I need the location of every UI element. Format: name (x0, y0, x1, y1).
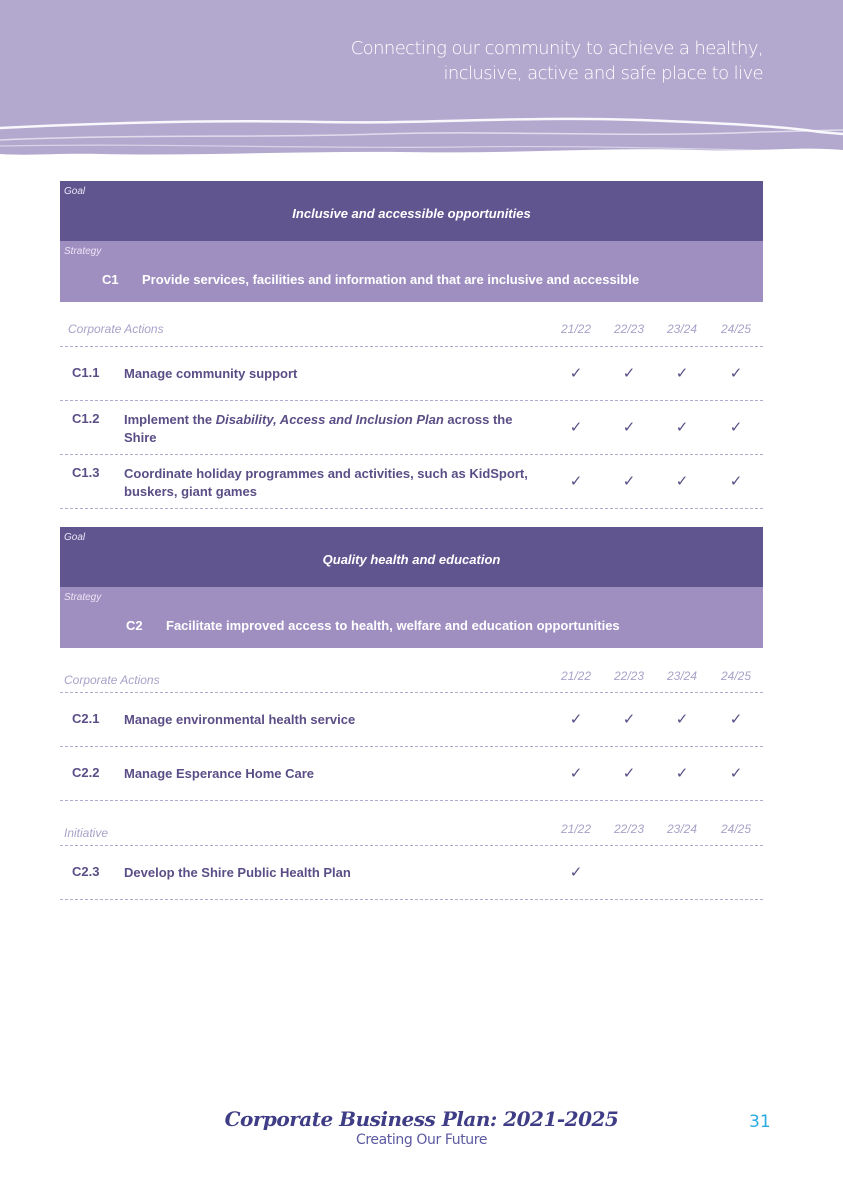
check-icon: ✓ (729, 364, 743, 382)
footer-subtitle: Creating Our Future (355, 1132, 488, 1148)
action-code: C1.3 (72, 465, 100, 480)
check-icon: ✓ (622, 472, 636, 490)
check-icon: ✓ (569, 472, 583, 490)
action-row-c1-3 (60, 455, 763, 509)
strategy-description: Facilitate improved access to health, welfare and education opportunities (166, 618, 620, 633)
strategy-description: Provide services, facilities and information and that are inclusive and accessible (142, 272, 640, 287)
action-description: Develop the Shire Public Health Plan (124, 865, 351, 880)
action-code: C2.3 (72, 864, 100, 879)
strategy-text (126, 618, 620, 633)
check-icon: ✓ (622, 364, 636, 382)
year-header: 23/24 (666, 669, 698, 683)
strategy-bar (60, 241, 763, 302)
goal-title: Quality health and education (322, 552, 501, 567)
strategy-text (102, 272, 639, 287)
goal-bar (60, 527, 763, 587)
tagline-line-2: inclusive, active and safe place to live (443, 63, 763, 84)
check-icon: ✓ (569, 710, 583, 728)
action-row-c2-1 (60, 693, 763, 747)
year-header: 22/23 (613, 669, 645, 683)
year-header: 22/23 (613, 322, 645, 336)
check-icon: ✓ (729, 418, 743, 436)
action-description: Manage environmental health service (124, 712, 356, 727)
initiative-row-c2-3 (60, 846, 763, 900)
check-icon: ✓ (622, 764, 636, 782)
action-description: Manage Esperance Home Care (124, 766, 315, 781)
action-row-c2-2 (60, 747, 763, 801)
check-icon: ✓ (622, 710, 636, 728)
action-code: C1.1 (72, 365, 100, 380)
action-description: Coordinate holiday programmes and activities, such as KidSport, buskers, giant games (124, 466, 528, 499)
action-description: Manage community support (124, 366, 298, 381)
action-text-after: across the Shire (124, 412, 513, 445)
action-description (124, 411, 544, 447)
year-header: 21/22 (560, 669, 592, 683)
strategy-code: C2 (126, 618, 143, 633)
actions-header (60, 648, 763, 693)
action-code: C2.2 (72, 765, 100, 780)
year-header: 24/25 (720, 669, 752, 683)
check-icon: ✓ (729, 764, 743, 782)
goal-tag: Goal (64, 186, 86, 197)
goal-section-c1 (60, 181, 763, 509)
action-code: C2.1 (72, 711, 100, 726)
check-icon: ✓ (569, 364, 583, 382)
check-icon: ✓ (569, 863, 583, 881)
check-icon: ✓ (622, 418, 636, 436)
actions-header (60, 302, 763, 347)
year-header: 24/25 (720, 822, 752, 836)
footer-title: Corporate Business Plan: 2021-2025 (224, 1107, 619, 1131)
action-code: C1.2 (72, 411, 100, 426)
goal-title: Inclusive and accessible opportunities (292, 206, 531, 221)
goal-section-c2 (60, 527, 763, 900)
tagline-line-1: Connecting our community to achieve a healthy, (350, 38, 763, 59)
actions-label: Corporate Actions (68, 322, 164, 336)
check-icon: ✓ (729, 710, 743, 728)
check-icon: ✓ (675, 418, 689, 436)
action-row-c1-1 (60, 347, 763, 401)
check-icon: ✓ (569, 418, 583, 436)
strategy-bar (60, 587, 763, 648)
strategy-code: C1 (102, 272, 119, 287)
check-icon: ✓ (569, 764, 583, 782)
year-header: 21/22 (560, 822, 592, 836)
year-header: 24/25 (720, 322, 752, 336)
strategy-tag: Strategy (64, 592, 102, 603)
actions-label: Corporate Actions (64, 673, 160, 687)
plan-title: Disability, Access and Inclusion Plan (215, 412, 444, 427)
initiative-header (60, 801, 763, 846)
goal-bar (60, 181, 763, 241)
check-icon: ✓ (675, 364, 689, 382)
initiative-label: Initiative (64, 826, 109, 840)
page-number: 31 (749, 1112, 771, 1132)
check-icon: ✓ (675, 472, 689, 490)
year-header: 23/24 (666, 822, 698, 836)
strategy-tag: Strategy (64, 246, 102, 257)
goal-tag: Goal (64, 532, 86, 543)
action-text-before: Implement the (124, 412, 216, 427)
year-header: 21/22 (560, 322, 592, 336)
year-header: 22/23 (613, 822, 645, 836)
header-tagline (263, 36, 763, 86)
year-header: 23/24 (666, 322, 698, 336)
check-icon: ✓ (675, 764, 689, 782)
action-row-c1-2 (60, 401, 763, 455)
check-icon: ✓ (729, 472, 743, 490)
check-icon: ✓ (675, 710, 689, 728)
